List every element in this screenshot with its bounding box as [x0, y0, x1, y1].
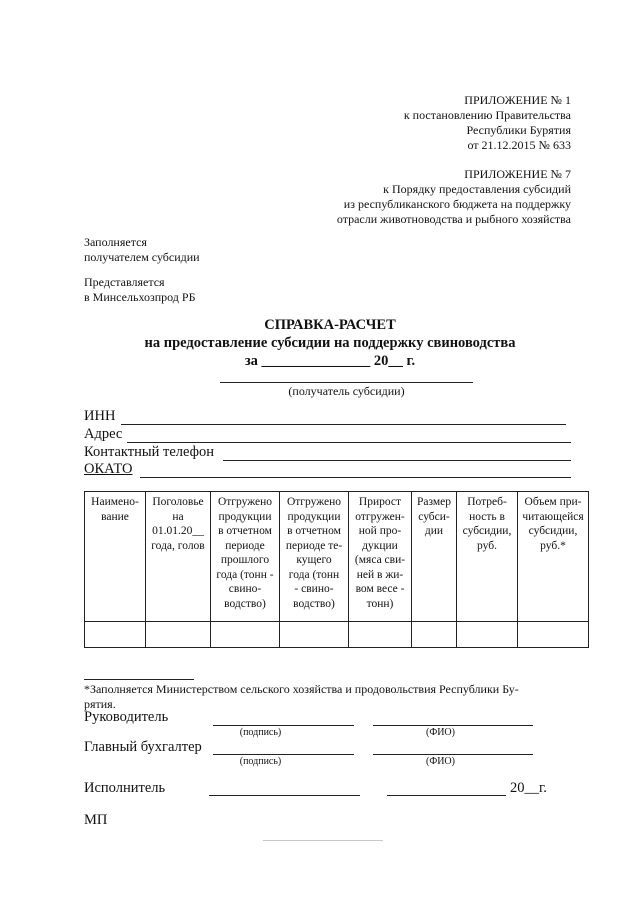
- header-line: субсидии,: [462, 525, 512, 537]
- accountant-signature-line[interactable]: [213, 754, 354, 755]
- table-cell[interactable]: [457, 622, 518, 648]
- header-line: свино-: [228, 583, 262, 595]
- header-line: отгружен-: [355, 510, 405, 523]
- recipient-caption: (получатель субсидии): [288, 384, 405, 398]
- header-cell: [85, 492, 146, 622]
- head-label: Руководитель: [84, 709, 169, 725]
- table-row: [85, 622, 589, 648]
- header-line: Отгружено: [217, 496, 273, 508]
- table-cell[interactable]: [412, 622, 457, 648]
- header-line: Поголовье: [152, 496, 204, 508]
- header-line: водство): [293, 597, 335, 610]
- header-line: тонн): [366, 597, 394, 610]
- executor-line[interactable]: [209, 795, 360, 796]
- table-header-row: [85, 492, 589, 622]
- address-field[interactable]: [127, 442, 571, 443]
- phone-field[interactable]: [223, 460, 571, 461]
- header-line: ней в жи-: [356, 568, 404, 581]
- executor-date-line[interactable]: [387, 795, 506, 796]
- fill-note: [84, 235, 200, 265]
- header-line: Отгружено: [286, 496, 342, 508]
- inn-label: ИНН: [84, 408, 116, 424]
- stamp-label: МП: [84, 812, 108, 828]
- page-end-divider: [263, 840, 383, 841]
- header-line: субси-: [418, 510, 450, 523]
- header-line: периоде: [225, 539, 265, 552]
- header-line: Наимено-: [91, 496, 139, 508]
- subsidy-table: [84, 491, 589, 648]
- submit-note-line: в Минсельхозпрод РБ: [84, 290, 196, 304]
- head-signature-line[interactable]: [213, 725, 354, 726]
- submit-note: [84, 275, 195, 305]
- footnote-separator: [84, 679, 194, 680]
- header-cell: [211, 492, 280, 622]
- submit-note-line: Представляется: [84, 275, 165, 289]
- header-line: на: [172, 510, 184, 523]
- appendix-1-line: от 21.12.2015 № 633: [467, 138, 571, 152]
- header-line: дии: [424, 525, 444, 537]
- header-cell: [146, 492, 211, 622]
- header-line: кущего: [296, 554, 332, 566]
- header-line: Размер: [416, 496, 451, 508]
- header-line: - свино-: [294, 583, 334, 595]
- header-line: периоде те-: [285, 539, 343, 552]
- header-line: руб.: [477, 539, 497, 552]
- appendix-7-line: отрасли животноводства и рыбного хозяйства: [336, 212, 571, 226]
- executor-year: 20__г.: [510, 780, 547, 796]
- footnote: [84, 682, 594, 712]
- table-cell[interactable]: [85, 622, 146, 648]
- header-cell: [457, 492, 518, 622]
- title-main: СПРАВКА-РАСЧЕТ: [264, 317, 396, 333]
- appendix-1-line: ПРИЛОЖЕНИЕ № 1: [464, 93, 571, 107]
- header-line: водство): [224, 597, 266, 610]
- header-line: года (тонн -: [216, 568, 274, 581]
- recipient-line[interactable]: [220, 382, 473, 383]
- header-line: прошлого: [220, 554, 270, 566]
- header-line: вом весе -: [355, 583, 405, 595]
- title-sub: на предоставление субсидии на поддержку свиноводства: [144, 335, 516, 351]
- header-line: руб.*: [540, 539, 566, 552]
- table-cell[interactable]: [146, 622, 211, 648]
- footnote-line: рятия.: [84, 697, 116, 711]
- header-line: продукции: [287, 510, 341, 523]
- header-line: субсидии,: [528, 525, 578, 537]
- table-cell[interactable]: [518, 622, 589, 648]
- header-line: (мяса сви-: [354, 554, 406, 566]
- header-cell: [518, 492, 589, 622]
- accountant-label: Главный бухгалтер: [84, 739, 202, 755]
- phone-label: Контактный телефон: [84, 444, 215, 460]
- header-cell: [349, 492, 412, 622]
- appendix-1-line: к постановлению Правительства: [403, 108, 571, 122]
- head-name-caption: (ФИО): [425, 727, 455, 738]
- accountant-signature-caption: (подпись): [239, 756, 282, 767]
- header-line: Прирост: [358, 496, 402, 508]
- executor-label: Исполнитель: [84, 780, 166, 796]
- header-line: вание: [101, 510, 129, 523]
- header-line: ность в: [469, 510, 505, 523]
- header-line: года (тонн: [288, 568, 340, 581]
- header-line: дукции: [362, 539, 398, 552]
- header-cell: [280, 492, 349, 622]
- appendix-1-block: [271, 93, 571, 153]
- header-line: года, голов: [151, 539, 205, 552]
- okato-label: ОКАТО: [84, 461, 133, 477]
- title-period: за _______________ 20__ г.: [244, 353, 416, 369]
- appendix-7-block: [251, 167, 571, 227]
- header-line: Потреб-: [467, 496, 507, 508]
- header-line: читающейся: [522, 510, 584, 523]
- head-signature-caption: (подпись): [239, 727, 282, 738]
- head-name-line[interactable]: [373, 725, 533, 726]
- header-line: Объем при-: [524, 496, 582, 508]
- appendix-7-line: ПРИЛОЖЕНИЕ № 7: [464, 167, 571, 181]
- table-cell[interactable]: [280, 622, 349, 648]
- header-line: в отчетном: [218, 525, 272, 537]
- inn-field[interactable]: [121, 424, 566, 425]
- appendix-1-line: Республики Бурятия: [466, 123, 571, 137]
- header-line: продукции: [218, 510, 272, 523]
- document-title: [0, 316, 640, 370]
- fill-note-line: получателем субсидии: [84, 250, 200, 264]
- footnote-line: *Заполняется Министерством сельского хозяйства и продовольствия Республики Бу-: [84, 682, 519, 696]
- table-cell[interactable]: [349, 622, 412, 648]
- accountant-name-line[interactable]: [373, 754, 533, 755]
- table-cell[interactable]: [211, 622, 280, 648]
- header-cell: [412, 492, 457, 622]
- header-line: 01.01.20__: [152, 525, 204, 537]
- appendix-7-line: к Порядку предоставления субсидий: [383, 182, 571, 196]
- header-line: в отчетном: [287, 525, 341, 537]
- header-line: ной про-: [358, 525, 402, 537]
- fill-note-line: Заполняется: [84, 235, 147, 249]
- address-label: Адрес: [84, 426, 123, 442]
- appendix-7-line: из республиканского бюджета на поддержку: [343, 197, 571, 211]
- okato-field[interactable]: [140, 477, 571, 478]
- accountant-name-caption: (ФИО): [425, 756, 455, 767]
